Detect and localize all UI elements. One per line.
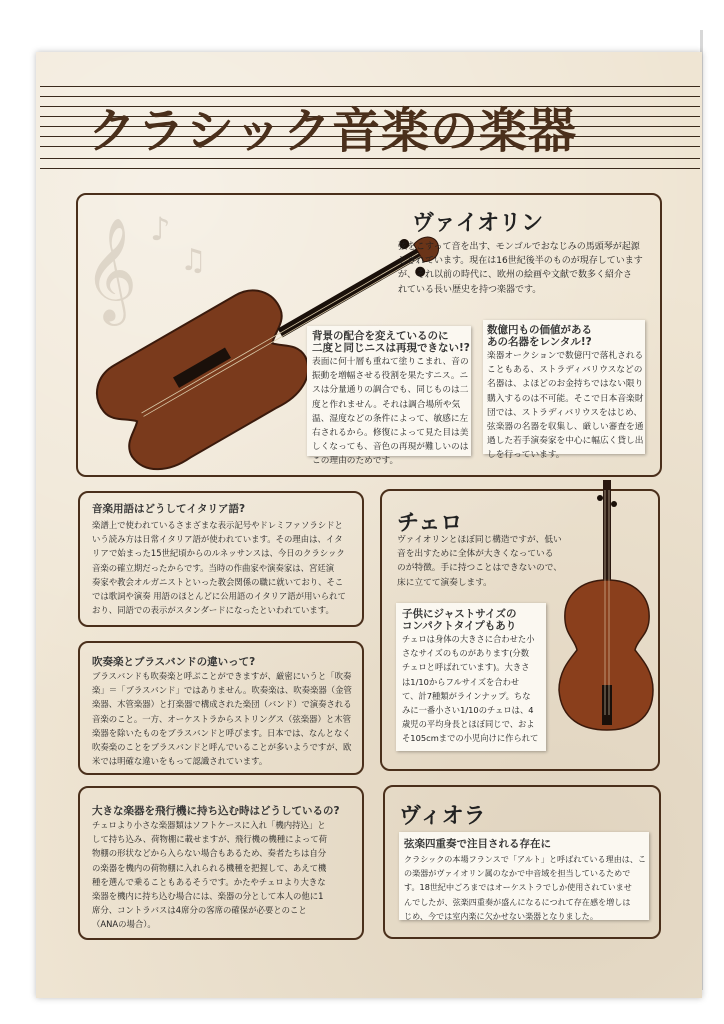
brass-band-title: 吹奏楽とブラスバンドの違いって? (92, 656, 256, 668)
varnish-card-body: 表面に何十層も重ねて塗りこまれ、音の 振動を増幅させる役割を果たすニス。ニ スは分量通りの調合でも、同じものは二 度と作れません。それは調合場所や気 温、湿度などの条件によって、敏感に左 右されるから。修復によって見た目は美 しくなっても、音色の再現が難しいのは この理由のためです。 (312, 357, 469, 467)
italian-terms-body: 楽譜上で使われているさまざまな表示記号やドレミファソラシドと いう読み方は日常イタリア語が使われています。その理由は、イタ リアで始まった15世紀頃からのルネッサンスは、今日のクラシック 音楽の確立期だったからです。当時の作曲家や演奏家は、宮廷演 奏家や教会オルガニストといった教会関係の職に就いており、そこ では歌詞や演奏 用語のほとんどに公用語のイタリア語が用いられて おり、同語での表示がスタンダードになったといわれています。 (92, 520, 346, 616)
staff-line (40, 168, 700, 169)
cello-intro: ヴァイオリンとほぼ同じ構造ですが、低い 音を出すために全体が大きくなっている のが特徴。手に持つことはできないので、 床に立てて演奏します。 (397, 535, 562, 588)
rental-card-body: 楽器オークションで数億円で落札される こともある、ストラディバリウスなどの 名器は、よほどのお金持ちではない限り 購入するのは不可能。そこで日本音楽財 団では、ストラディバリウスをはじめ、 弦楽器の名器を収集し、厳しい審査を通 過した若手演奏家を中心に幅広く貸し出 しを行っています。 (487, 351, 644, 461)
airplane-title: 大きな楽器を飛行機に持ち込む時はどうしているの? (92, 805, 340, 817)
staff-line (40, 86, 700, 87)
brass-band-body: ブラスバンドも吹奏楽と呼ぶことができますが、厳密にいうと「吹奏 楽」＝「ブラスバンド」ではありません。吹奏楽は、吹奏楽器（金管 楽器、木管楽器）と打楽器で構成された楽団（バンド）で演奏される 音楽のこと。一方、オーケストラからストリングス（弦楽器）と木管 楽器を除いたものをブラスバンドと呼びます。日本では、なんとなく 吹奏楽のことをブラスバンドと呼んでいることが多いようですが、欧 米では明確な違いをもって認識されています。 (92, 671, 352, 767)
rental-card-title: 数億円もの価値がある あの名器をレンタル!? (487, 324, 592, 348)
cello-heading: チェロ (397, 510, 463, 536)
italian-terms-title: 音楽用語はどうしてイタリア語? (92, 503, 246, 515)
viola-heading: ヴィオラ (399, 803, 486, 829)
varnish-card-title: 背景の配合を変えているのに 二度と同じニスは再現できない!? (312, 330, 470, 354)
cello-image (553, 480, 653, 740)
airplane-body: チェロより小さな楽器類はソフトケースに入れ「機内持込」と して持ち込み、荷物棚に載せますが、飛行機の機種によって荷 物棚の形状などから入らない場合もあるため、奏者たちは自分 の楽器を機内の荷物棚に入れられる機種を把握して、あえて機 種を選んで乗ることもあるそうです。かたやチェロより大きな 楽器を機内に持ち込む場合には、楽器の分として本人の他に1 席分、コントラバスは4席分の客席の確保が必要とのこと （ANAの場合）。 (92, 820, 328, 930)
viola-card-title: 弦楽四重奏で注目される存在に (404, 838, 551, 850)
svg-text:𝄞: 𝄞 (84, 217, 138, 322)
page-title: クラシック音楽の楽器 (88, 103, 578, 159)
compact-cello-body: チェロは身体の大きさに合わせた小 さなサイズのものがあります(分数 チェロと呼ばれています)。大きさ は1/10からフルサイズを合わせ て、計7種類がラインナップ。ちな みに一番小さい1/10のチェロは、4 歳児の平均身長とほぼ同じで、およ そ105cmまでの小児向けに作られて (402, 634, 539, 744)
violin-intro: 弦をこすって音を出す、モンゴルでおなじみの馬頭琴が起源 とされています。現在は16世紀後半のものが現存しています が、それ以前の時代に、欧州の絵画や文献で数多く紹介さ れている長い歴史を持つ楽器です。 (398, 242, 643, 295)
svg-text:♪: ♪ (150, 210, 171, 248)
viola-card-body: クラシックの本場フランスで「アルト」と呼ばれている理由は、こ の楽器がヴァイオリン属のなかで中音域を担当しているためで す。18世紀中ごろまではオーケストラでしか使用されていませ んでしたが、弦楽四重奏が盛んになるにつれて存在感を増しは じめ、今では室内楽に欠かせない楽器となりました。 (404, 854, 647, 921)
compact-cello-title: 子供にジャストサイズの コンパクトタイプもあり (402, 608, 517, 632)
violin-heading: ヴァイオリン (412, 210, 544, 236)
svg-text:♫: ♫ (180, 243, 207, 278)
